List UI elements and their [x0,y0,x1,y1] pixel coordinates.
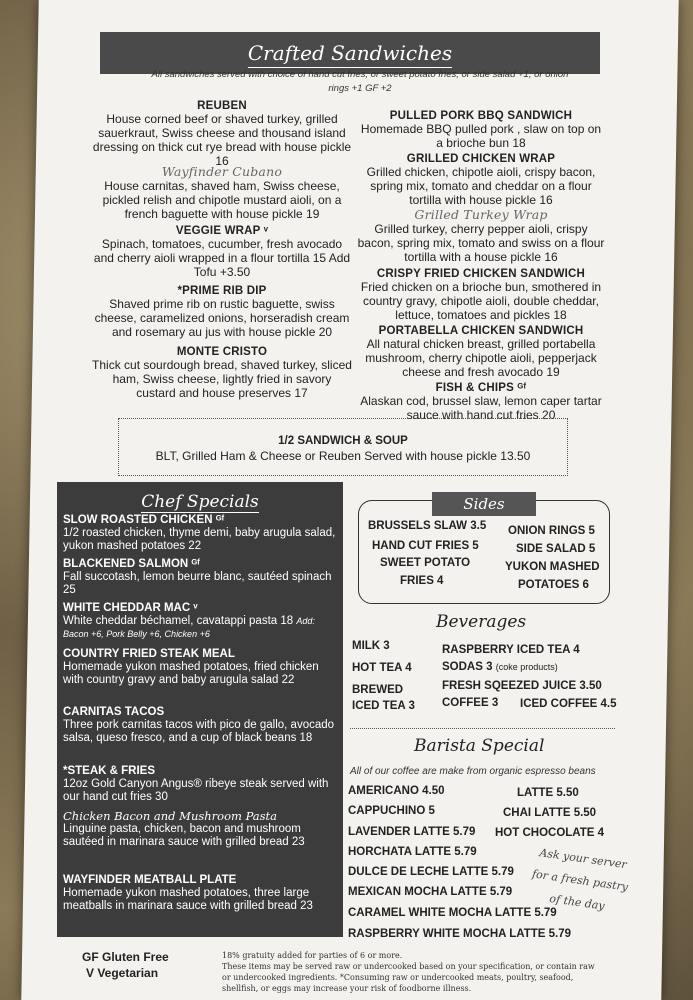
side-item: ONION RINGS 5 [508,525,595,537]
legend-vegetarian: V Vegetarian [86,966,159,980]
beverage-item: ICED TEA 3 [352,700,415,712]
beverage-item: RASPBERRY ICED TEA 4 [442,644,580,656]
item-name: GRILLED CHICKEN WRAP [406,153,556,165]
item-name: FISH & CHIPS ᴳᶠ [435,382,527,394]
chef-item [63,558,339,597]
beverage-label: SODAS 3 [442,661,493,673]
side-item: HAND CUT FRIES 5 [372,540,479,552]
chef-item [63,706,339,745]
barista-item: HOT CHOCOLATE 4 [495,827,605,839]
beverage-item: FRESH SQEEZED JUICE 3.50 [442,680,602,692]
menu-item-portabella-chicken [356,325,606,379]
item-name: VEGGIE WRAP ᵛ [175,225,269,237]
item-desc: Spinach, tomatoes, cucumber, fresh avocado and cherry aioli wrapped in a flour tortilla 15 Add Tofu +3.50 [93,237,351,279]
pastry-note-line: for a fresh pastry [531,867,629,894]
chef-item [63,765,339,804]
menu-item-veggie-wrap [92,225,352,279]
beverage-note: (coke products) [495,662,558,672]
barista-item: DULCE DE LECHE LATTE 5.79 [348,866,514,878]
beverage-item: MILK 3 [352,640,390,652]
beverage-item: HOT TEA 4 [352,662,412,674]
item-desc: Grilled chicken, chipotle aioli, crispy bacon, spring mix, tomato and cheddar on a flour tortilla with house pickle 16 [366,165,596,207]
item-desc: House carnitas, shaved ham, Swiss cheese, pickled relish and chipotle mustard aioli, on a french baguette with house pickle 19 [102,179,342,221]
chef-item [63,810,339,849]
item-desc: Three pork carnitas tacos with pico de gallo, avocado salsa, queso fresco, and a cup of black beans 18 [63,719,335,744]
menu-item-grilled-chicken-wrap [356,153,606,207]
item-desc: White cheddar béchamel, cavatappi pasta 18 [63,615,294,627]
beverage-item: COFFEE 3 [442,697,499,709]
beverage-item: ICED COFFEE 4.5 [520,698,617,710]
barista-note: All of our coffee are make from organic espresso beans [350,766,596,777]
half-sandwich-title: 1/2 SANDWICH & SOUP [278,435,408,447]
footer-gratuity: 18% gratuity added for parties of 6 or more. [222,951,403,960]
side-item: YUKON MASHED [505,561,600,573]
chef-item [63,514,339,553]
beverage-item [442,661,558,673]
side-item: SIDE SALAD 5 [516,543,596,555]
menu-item-prime-rib-dip [92,285,352,339]
footer-notes [222,950,602,994]
footer-raw-warning: These items may be served raw or undercooked based on your specification, or contain raw or undercooked ingredients. *Consuming raw or undercooked meats, poultry, seafood, shellfish, or eggs may increase your risk of foodborne illness. [222,962,595,993]
item-desc: Linguine pasta, chicken, bacon and mushroom sautéed in marinara sauce with grilled bread 23 [63,823,305,848]
item-name: Wayfinder Cubano [161,164,283,179]
sandwiches-note: All sandwiches served with choice of hand cut fries, or sweet potato fries, or side salad +1, or onion rings +1 GF +2 [151,69,569,94]
item-desc: Shaved prime rib on rustic baguette, swiss cheese, caramelized onions, horseradish cream and rosemary au jus with house pickle 20 [94,297,350,339]
item-desc: House corned beef or shaved turkey, grilled sauerkraut, Swiss cheese and thousand island dressing on thick cut rye bread with house pickle 16 [92,112,352,168]
barista-item: LAVENDER LATTE 5.79 [348,826,476,838]
side-item: BRUSSELS SLAW 3.5 [368,520,487,532]
item-name: MONTE CRISTO [176,346,268,358]
item-desc: 1/2 roasted chicken, thyme demi, baby arugula salad, yukon mashed potatoes 22 [63,527,336,552]
item-desc: Homemade yukon mashed potatoes, three large meatballs in marinara sauce with grilled bread 23 [63,887,313,912]
item-desc: Fall succotash, lemon beurre blanc, sautéed spinach 25 [63,571,332,596]
pastry-note-line: Ask your server [538,846,628,872]
barista-item: RASPBERRY WHITE MOCHA LATTE 5.79 [348,928,571,940]
chef-specials-panel [57,482,343,937]
item-desc: Grilled turkey, cherry pepper aioli, crispy bacon, spring mix, tomato and swiss on a flour tortilla with a house pickle 16 [357,222,605,264]
barista-item: AMERICANO 4.50 [348,785,445,797]
menu-item-cubano [92,164,352,221]
menu-item-fish-chips [356,382,606,422]
chef-item [63,602,339,641]
item-desc: Fried chicken on a brioche bun, smothered in country gravy, chipotle aioli, double cheddar, lettuce, tomatoes and pickles 18 [360,280,602,322]
menu-item-crispy-fried-chicken [356,268,606,322]
item-name: WHITE CHEDDAR MAC ᵛ [63,602,198,614]
pastry-note-line: of the day [548,891,606,913]
chef-item [63,648,339,687]
barista-item: CHAI LATTE 5.50 [503,807,597,819]
menu-item-reuben [92,100,352,168]
item-addons: Add: Bacon +6, Pork Belly +6, Chicken +6 [63,616,315,639]
side-item: POTATOES 6 [518,579,589,591]
menu-item-grilled-turkey-wrap [356,207,606,264]
item-desc: All natural chicken breast, grilled portabella mushroom, cherry chipotle aioli, pepperjack cheese and fresh avocado 19 [365,337,597,379]
menu-item-monte-cristo [92,346,352,400]
beverages-title: Beverages [436,612,527,632]
beverage-item: BREWED [352,684,404,696]
item-desc: Alaskan cod, brussel slaw, lemon caper tartar sauce with hand cut fries 20 [360,394,602,422]
chef-item [63,874,339,913]
item-desc: Homemade BBQ pulled pork , slaw on top on a brioche bun 18 [360,122,602,150]
item-name: PULLED PORK BBQ SANDWICH [389,110,573,122]
barista-item: CAPPUCHINO 5 [348,805,435,817]
barista-title: Barista Special [414,736,545,756]
item-name: CARNITAS TACOS [63,706,165,718]
side-item: SWEET POTATO [380,557,471,569]
item-name: REUBEN [197,100,247,112]
item-desc: 12oz Gold Canyon Angus® ribeye steak served with our hand cut fries 30 [63,778,329,803]
chef-specials-title: Chef Specials [141,492,259,512]
item-name: SLOW ROASTED CHICKEN ᴳᶠ [63,514,225,526]
item-name: *PRIME RIB DIP [177,285,267,297]
item-name: PORTABELLA CHICKEN SANDWICH [378,325,584,337]
barista-item: HORCHATA LATTE 5.79 [348,846,477,858]
item-name: Grilled Turkey Wrap [414,207,548,222]
legend-gluten-free: GF Gluten Free [82,950,169,964]
half-sandwich-desc: BLT, Grilled Ham & Cheese or Reuben Served with house pickle 13.50 [155,449,531,463]
item-name: BLACKENED SALMON ᴳᶠ [63,558,200,570]
barista-item: LATTE 5.50 [517,787,579,799]
item-name: WAYFINDER MEATBALL PLATE [63,874,237,886]
menu-item-pulled-pork [356,110,606,150]
item-name: COUNTRY FRIED STEAK MEAL [63,648,235,660]
side-item: FRIES 4 [400,575,444,587]
item-name: CRISPY FRIED CHICKEN SANDWICH [376,268,586,280]
item-desc: Thick cut sourdough bread, shaved turkey, sliced ham, Swiss cheese, lightly fried in savory custard and house preserves 17 [92,358,352,400]
item-desc: Homemade yukon mashed potatoes, fried chicken with country gravy and baby arugula salad 22 [63,661,319,686]
half-sandwich-soup-box [118,418,568,476]
item-name: *STEAK & FRIES [63,765,156,777]
divider [350,728,615,729]
barista-item: MEXICAN MOCHA LATTE 5.79 [348,886,513,898]
item-name: Chicken Bacon and Mushroom Pasta [63,809,278,823]
sides-title: Sides [432,492,536,516]
sandwiches-title: Crafted Sandwiches [100,32,600,74]
barista-item: CARAMEL WHITE MOCHA LATTE 5.79 [348,907,557,919]
